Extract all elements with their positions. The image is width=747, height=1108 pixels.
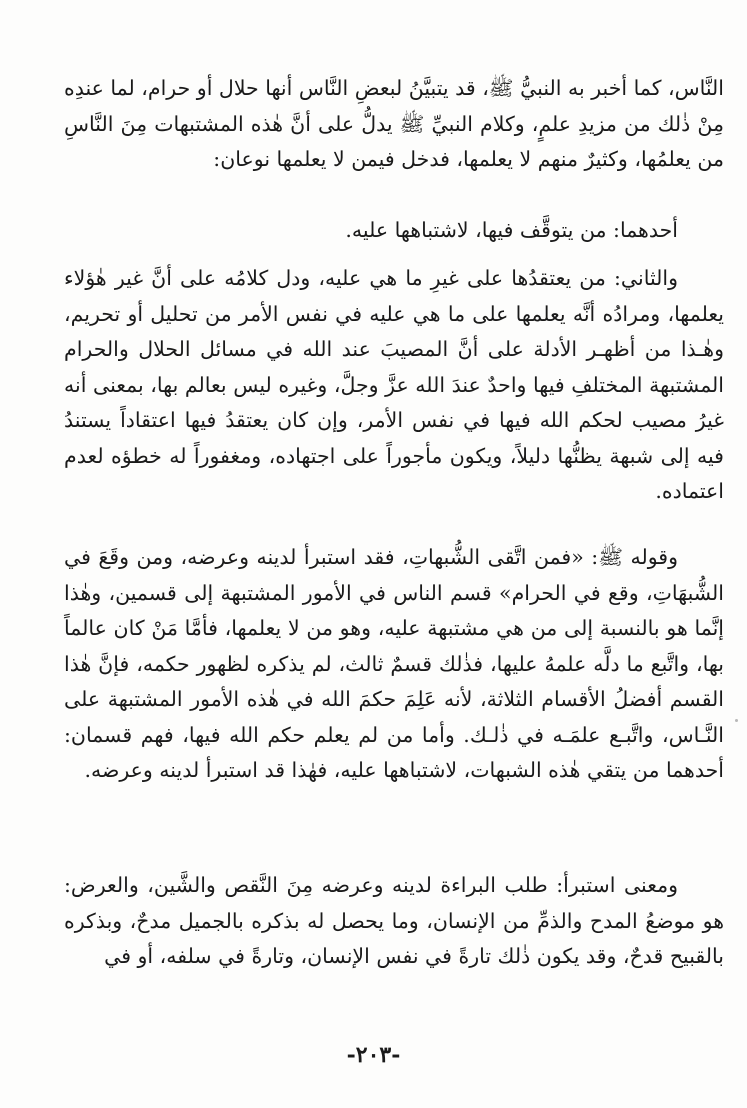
- page-number: -٢٠٣-: [346, 1042, 401, 1068]
- paragraph-first-type: أحدهما: من يتوقَّف فيها، لاشتباهها عليه.: [345, 218, 678, 242]
- paragraph-hadith-commentary: وقوله ﷺ: «فمن اتَّقى الشُّبهاتِ، فقد استبرأ لدينه وعرضه، ومن وقَعَ في الشُّبهَاتِ، وقع في الحرام» قسم الناس في الأمور المشتبهة إلى قسمين، وهٰذا إنَّما هو بالنسبة إلى من هي مشتبهة عليه، وهو من لا يعلمها، فأمَّا مَنْ كان عالماً بها، واتَّبع ما دلَّه علمهُ عليها، فذٰلك قسمٌ ثالث، لم يذكره لظهور حكمه، فإنَّ هٰذا القسم أفضلُ الأقسام الثلاثة، لأنه عَلِمَ حكمَ الله في هٰذه الأمور المشتبهة على النَّـاس، واتَّبـع علمَـه في ذٰلـك. وأما من لم يعلم حكم الله فيها، فهم قسمان: أحدهما من يتقي هٰذه الشبهات، لاشتباهها عليه، فهٰذا قد استبرأ لدينه وعرضه.: [64, 545, 724, 782]
- scan-speck: [735, 719, 738, 722]
- paragraph-second-type: والثاني: من يعتقدُها على غيرِ ما هي عليه، ودل كلامُه على أنَّ غير هٰؤلاء يعلمها، ومرادُه أنَّه يعلمها على ما هي عليه في نفس الأمر من تحليل أو تحريم، وهٰـذا من أظهـر الأدلة على أنَّ المصيبَ عند الله في مسائل الحلال والحرام المشتبهة المختلفِ فيها واحدٌ عندَ الله عزَّ وجلَّ، وغيره ليس بعالم بها، بمعنى أنه غيرُ مصيب لحكم الله فيها في نفس الأمر، وإن كان يعتقدُ فيها اعتقاداً يستندُ فيه إلى شبهة يظنُّها دليلاً، ويكون مأجوراً على اجتهاده، ومغفوراً له خطؤه لعدم اعتماده.: [64, 266, 724, 503]
- paragraph-continuation: النَّاس، كما أخبر به النبيُّ ﷺ، قد يتبيَّنُ لبعضِ النَّاس أنها حلال أو حرام، لما عندِه مِنْ ذٰلك من مزيدِ علمٍ، وكلام النبيِّ ﷺ يدلُّ على أنَّ هٰذه المشتبهات مِنَ النَّاسِ من يعلمُها، وكثيرٌ منهم لا يعلمها، فدخل فيمن لا يعلمها نوعان:: [64, 76, 724, 171]
- paragraph-istibra-meaning: ومعنى استبرأ: طلب البراءة لدينه وعرضه مِنَ النَّقص والشَّين، والعرض: هو موضعُ المدح والذمِّ من الإنسان، وما يحصل له بذكره بالجميل مدحٌ، وبذكره بالقبيح قدحٌ، وقد يكون ذٰلك تارةً في نفس الإنسان، وتارةً في سلفه، أو في: [64, 873, 724, 968]
